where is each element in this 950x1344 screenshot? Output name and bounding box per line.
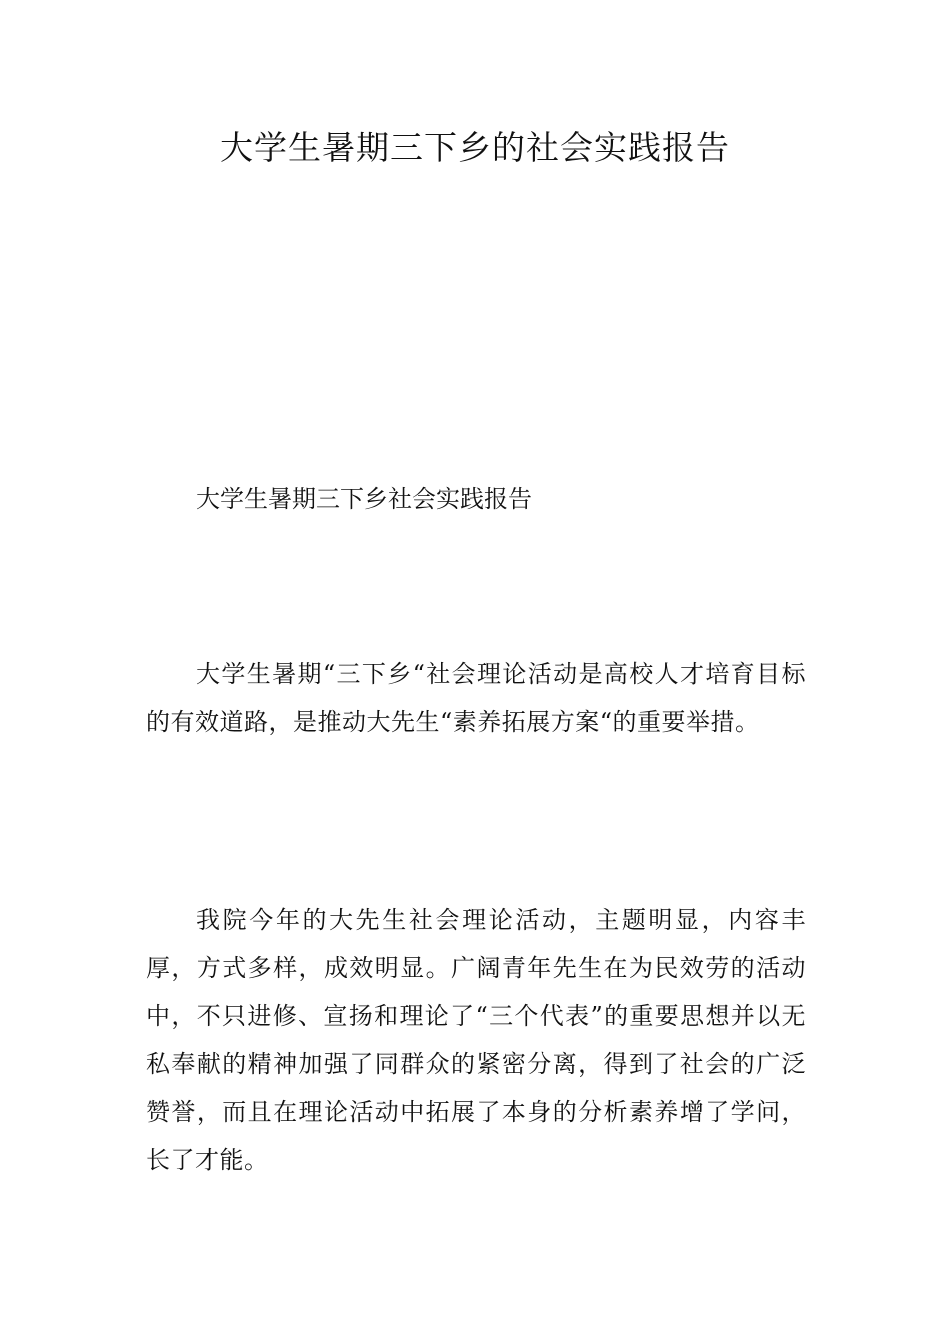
- paragraph-intro: 大学生暑期“三下乡“社会理论活动是高校人才培育目标的有效道路，是推动大先生“素养拓展方案“的重要举措。: [146, 660, 806, 736]
- document-subtitle: 大学生暑期三下乡社会实践报告: [196, 485, 532, 513]
- paragraph-summary: 我院今年的大先生社会理论活动，主题明显，内容丰厚，方式多样，成效明显。广阔青年先生在为民效劳的活动中，不只进修、宣扬和理论了“三个代表”的重要思想并以无私奉献的精神加强了同群众的紧密分离，得到了社会的广泛赞誉，而且在理论活动中拓展了本身的分析素养增了学问，长了才能。: [146, 906, 806, 1174]
- document-title: 大学生暑期三下乡的社会实践报告: [220, 128, 730, 167]
